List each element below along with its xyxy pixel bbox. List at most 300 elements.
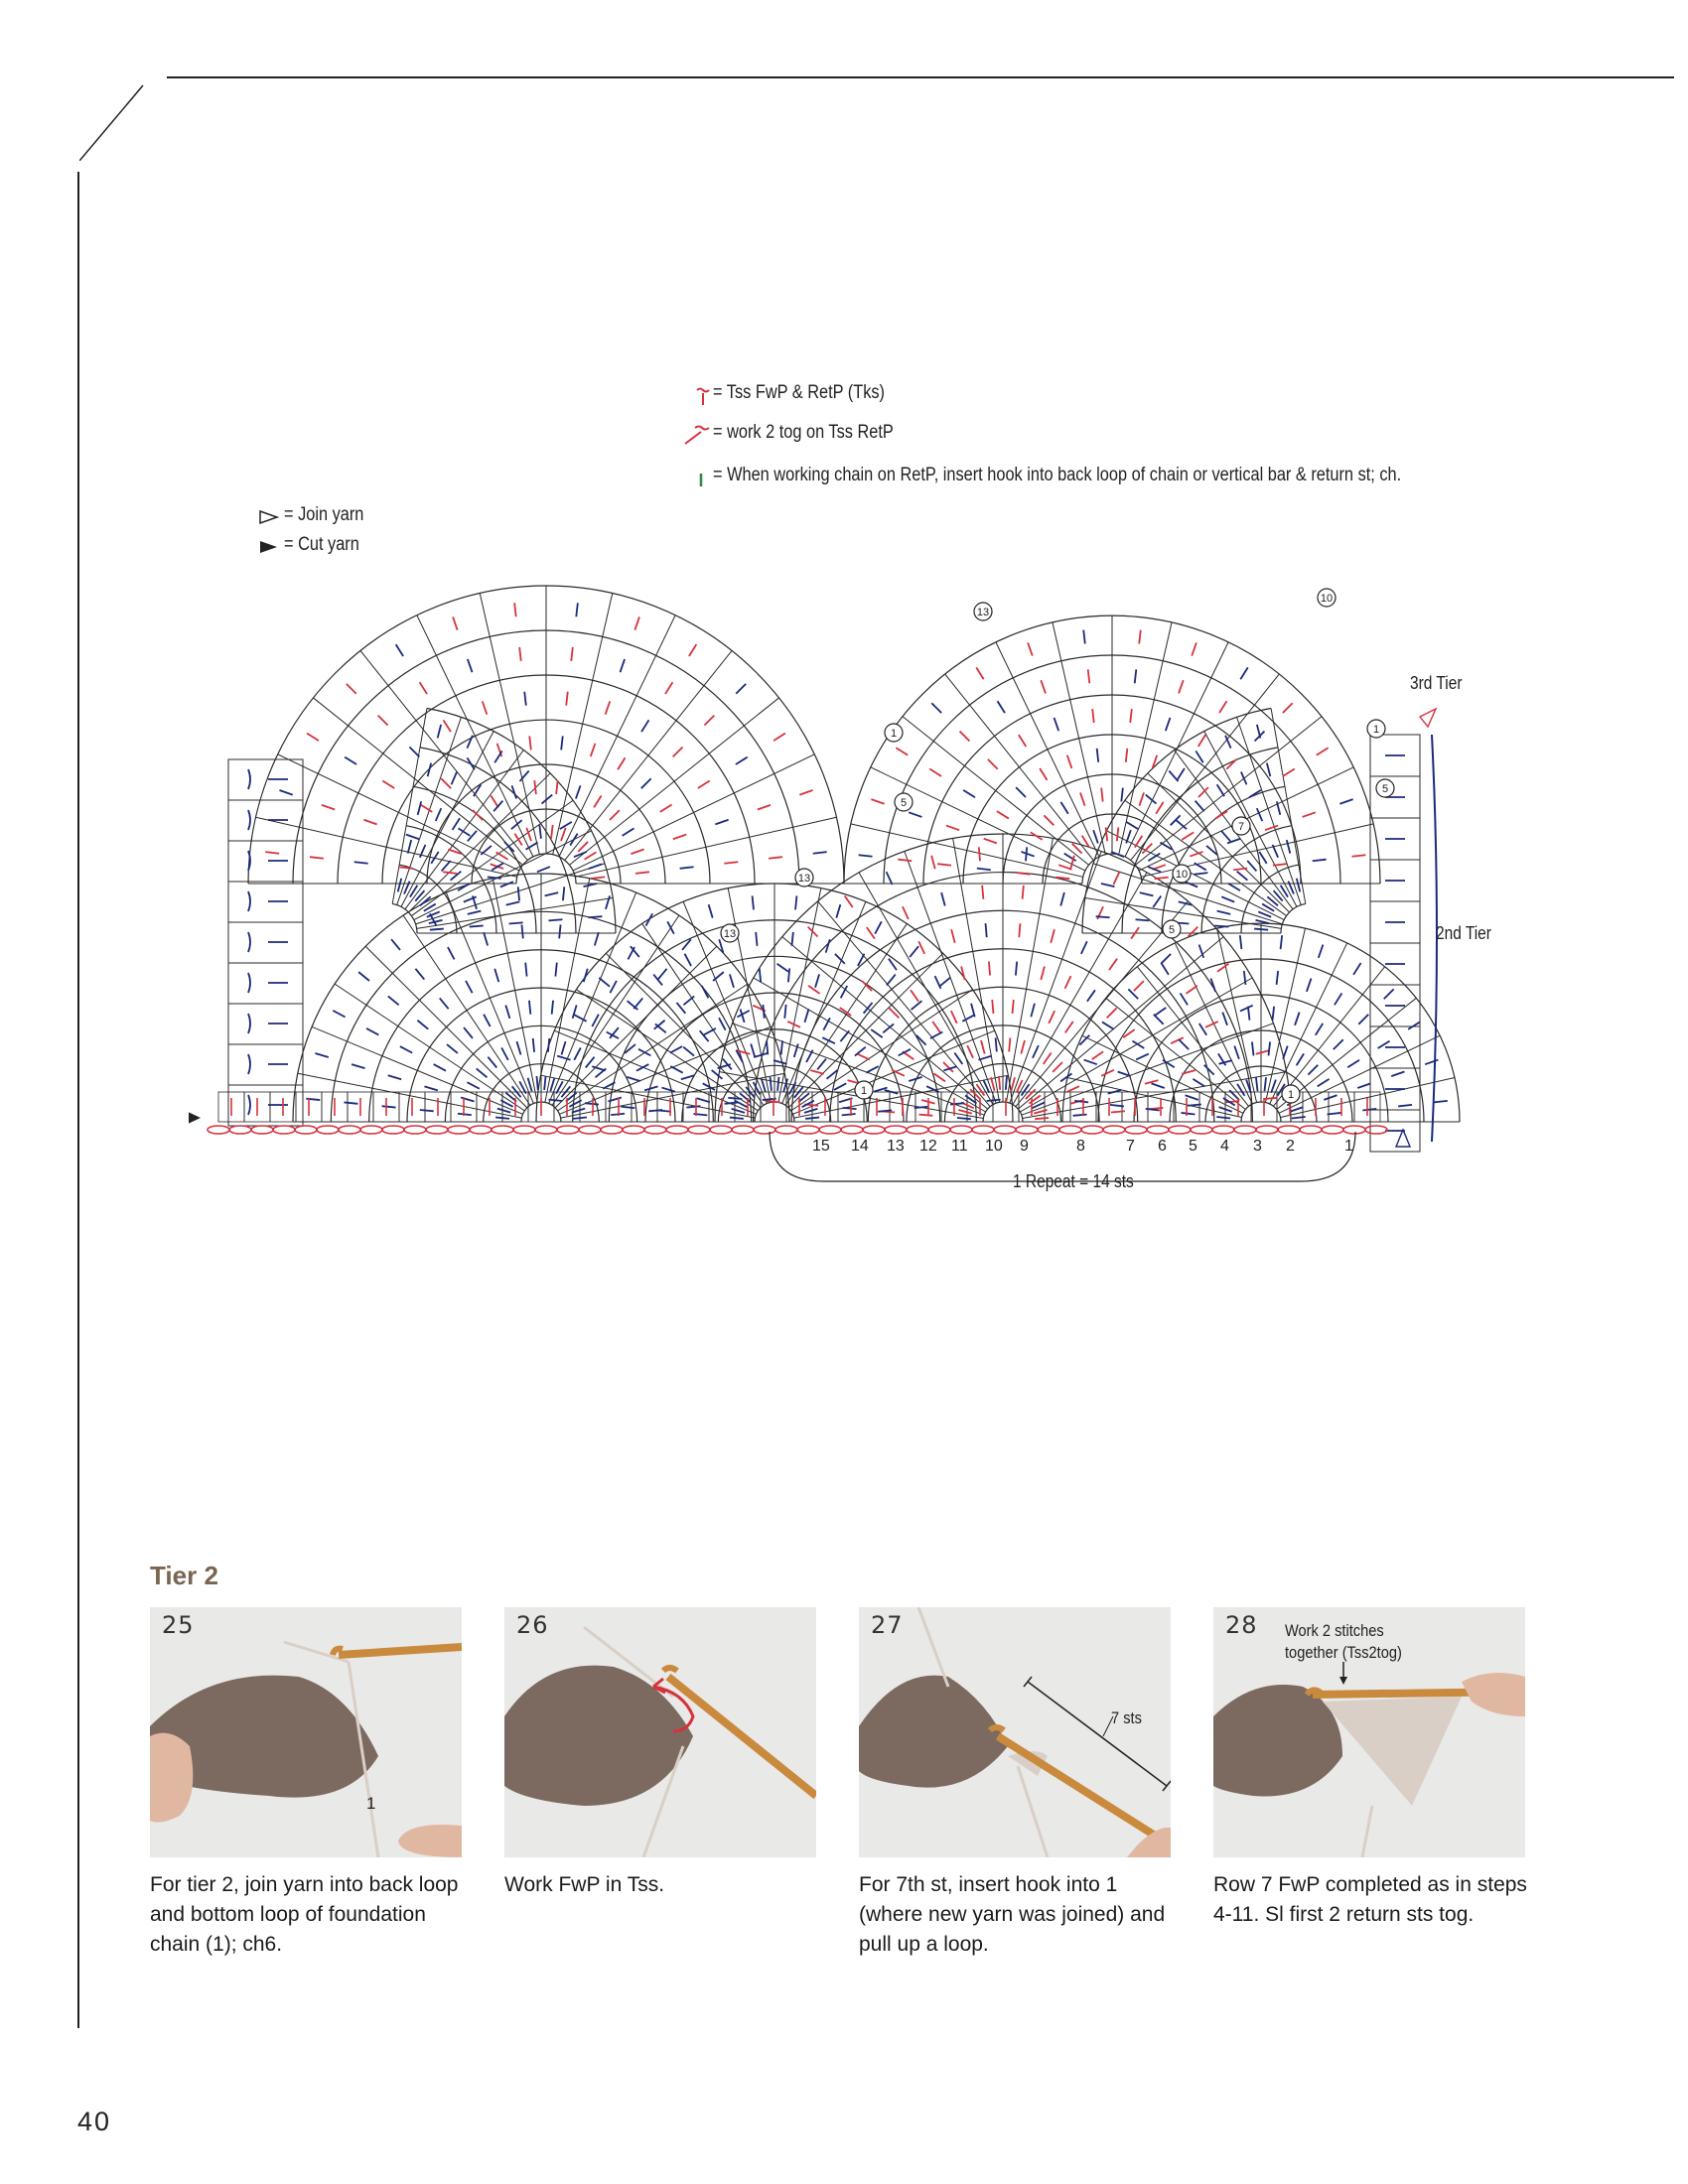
stitch-symbol — [903, 906, 909, 919]
stitch-symbol — [555, 963, 556, 977]
stitch-symbol — [889, 1008, 899, 1018]
fan-spoke — [575, 817, 836, 877]
stitch-symbol — [644, 1086, 657, 1090]
row-marker-label: 5 — [900, 797, 908, 809]
stitch-symbol — [556, 780, 558, 794]
stitch-symbol — [1058, 865, 1071, 870]
fan-spoke — [573, 754, 814, 871]
stitch-symbol — [420, 682, 427, 694]
stitch-symbol — [822, 1037, 835, 1043]
stitch-symbol — [725, 1102, 739, 1103]
chain-stitch — [1322, 1126, 1343, 1134]
photo-26-illustration — [504, 1607, 816, 1857]
stitch-symbol — [1218, 1060, 1232, 1064]
stitch-symbol — [834, 1083, 846, 1090]
chain-stitch — [928, 1126, 950, 1134]
chart-grid — [218, 586, 1463, 1152]
row-marker-label: 13 — [976, 607, 990, 618]
stitch-symbol — [798, 1093, 809, 1102]
chain-stitch — [360, 1126, 382, 1134]
stitch-symbol — [1029, 1095, 1040, 1103]
stitch-symbol — [910, 946, 918, 957]
stitch-symbol — [344, 1102, 357, 1103]
stitch-symbol — [887, 872, 893, 885]
stitch-symbol — [248, 769, 250, 789]
row-marker-label: 10 — [1320, 593, 1334, 605]
edge-cell — [228, 1004, 303, 1044]
stitch-symbol — [866, 1066, 878, 1073]
stitch-symbol — [1297, 1053, 1304, 1065]
stitch-symbol — [1398, 1105, 1412, 1107]
stitch-symbol — [1335, 993, 1341, 1005]
step-number-27: 27 — [871, 1611, 904, 1639]
stitch-symbol — [1277, 971, 1279, 985]
stitch-symbol — [347, 684, 356, 694]
stitch-symbol — [585, 852, 597, 859]
row-marker-label: 1 — [1372, 724, 1380, 736]
stitch-symbol — [536, 1076, 537, 1090]
stitch-symbol — [611, 1114, 625, 1115]
stitch-symbol — [468, 659, 473, 672]
stitch-symbol — [1132, 1041, 1144, 1048]
stitch-symbol — [657, 1110, 671, 1111]
chain-stitch — [1103, 1126, 1125, 1134]
stitch-symbol — [436, 808, 442, 821]
step-caption-28: Row 7 FwP completed as in steps 4-11. Sl first 2 return sts tog. — [1213, 1873, 1527, 1926]
stitch-symbol — [533, 1038, 534, 1052]
stitch-symbol — [736, 757, 748, 764]
stitch-symbol — [461, 1097, 474, 1101]
stitch-symbol — [1248, 1007, 1250, 1021]
stitch-symbol — [382, 1106, 396, 1107]
stitch-symbol — [799, 790, 812, 795]
legend-join-label: = Join yarn — [284, 504, 364, 525]
stitch-symbol — [1101, 1070, 1114, 1076]
chain-stitch — [1016, 1126, 1038, 1134]
chain-stitch — [295, 1126, 317, 1134]
stitch-symbol — [1264, 1077, 1266, 1091]
stitch-symbol — [1155, 878, 1169, 880]
stitch-symbol — [420, 896, 431, 905]
photo-28-note-line1: Work 2 stitches — [1285, 1621, 1384, 1640]
stitch-symbol — [363, 820, 376, 825]
stitch-symbol — [978, 1056, 991, 1060]
stitch-symbol — [447, 1044, 458, 1053]
stitch-symbol — [1222, 1013, 1227, 1025]
stitch-number-label: 11 — [951, 1138, 968, 1155]
stitch-symbol — [715, 820, 728, 825]
stitch-symbol — [1179, 680, 1184, 693]
stitch-symbol — [960, 732, 970, 742]
stitch-symbol — [352, 1064, 364, 1068]
stitch-symbol — [951, 1011, 957, 1024]
step-photo-26 — [504, 1607, 816, 1857]
legend-cut-label: = Cut yarn — [284, 534, 359, 555]
chain-stitch — [710, 1126, 732, 1134]
stitch-symbol — [505, 1005, 509, 1018]
chain-stitch — [492, 1126, 513, 1134]
chain-stitch — [666, 1126, 688, 1134]
stitch-symbol — [1339, 799, 1352, 804]
stitch-symbol — [378, 716, 388, 726]
stitch-symbol — [1357, 1083, 1370, 1088]
edge-cell — [228, 922, 303, 963]
stitch-symbol — [976, 667, 983, 679]
stitch-symbol — [528, 1078, 532, 1091]
stitch-symbol — [1092, 709, 1094, 723]
stitch-symbol — [333, 1011, 345, 1018]
stitch-symbol — [448, 947, 455, 959]
stitch-symbol — [551, 825, 553, 839]
stitch-symbol — [1080, 792, 1085, 805]
stitch-symbol — [307, 734, 319, 741]
stitch-symbol — [524, 692, 526, 706]
photo-27-note: 7 sts — [1111, 1708, 1142, 1727]
left-rule — [77, 172, 79, 2028]
chain-stitch — [601, 1126, 623, 1134]
stitch-symbol — [991, 1077, 995, 1091]
stitch-symbol — [810, 1070, 824, 1074]
stitch-symbol — [1093, 830, 1098, 843]
stitch-symbol — [408, 840, 411, 854]
stitch-symbol — [804, 1009, 808, 1022]
row-marker-label: 1 — [890, 728, 898, 740]
stitch-symbol — [491, 796, 497, 808]
stitch-symbol — [933, 1073, 944, 1081]
stitch-symbol — [976, 1084, 984, 1095]
stitch-symbol — [1269, 1042, 1271, 1056]
stitch-symbol — [1303, 812, 1316, 817]
stitch-symbol — [409, 747, 419, 756]
stitch-symbol — [1199, 1024, 1206, 1035]
stitch-symbol — [549, 919, 563, 920]
stitch-symbol — [477, 1068, 488, 1077]
chain-stitch — [885, 1126, 907, 1134]
stitch-symbol — [1273, 1007, 1275, 1021]
stitch-symbol — [1181, 993, 1188, 1005]
step-number-26: 26 — [516, 1611, 549, 1639]
stitch-number-label: 4 — [1220, 1138, 1229, 1155]
stitch-symbol — [1023, 886, 1024, 899]
stitch-symbol — [1092, 1051, 1103, 1059]
stitch-symbol — [366, 1028, 378, 1035]
stitch-symbol — [1267, 896, 1278, 905]
stitch-number-label: 14 — [851, 1138, 869, 1155]
step-photo-28 — [1213, 1607, 1525, 1857]
chain-stitch — [863, 1126, 885, 1134]
stitch-symbol — [441, 778, 451, 788]
stitch-symbol — [1182, 1113, 1196, 1115]
stitch-symbol — [544, 1076, 545, 1090]
stitch-symbol — [859, 855, 873, 857]
stitch-symbol — [415, 969, 424, 980]
photo-28-note-line2: together (Tss2tog) — [1285, 1643, 1402, 1662]
stitch-symbol — [957, 1118, 971, 1119]
stitch-symbol — [506, 901, 520, 904]
chain-stitch — [557, 1126, 579, 1134]
chain-stitch — [251, 1126, 273, 1134]
stitch-symbol — [607, 1031, 619, 1038]
stitch-symbol — [1016, 787, 1026, 797]
edge-cell — [228, 963, 303, 1004]
chain-stitch — [317, 1126, 339, 1134]
stitch-symbol — [1028, 642, 1033, 655]
fan-spoke — [1006, 838, 1053, 1102]
stitch-symbol — [808, 986, 819, 994]
stitch-symbol — [467, 757, 474, 769]
stitch-symbol — [1171, 815, 1181, 825]
stitch-symbol — [911, 990, 918, 1001]
stitch-symbol — [998, 701, 1005, 713]
stitch-symbol — [813, 852, 827, 854]
chain-stitch — [754, 1126, 775, 1134]
row-marker-label: 10 — [1175, 869, 1189, 881]
stitch-symbol — [680, 867, 694, 869]
stitch-symbol — [1186, 986, 1196, 994]
stitch-symbol — [1101, 788, 1103, 802]
chain-stitch — [972, 1126, 994, 1134]
stitch-symbol — [1219, 701, 1226, 713]
fan-spoke — [408, 773, 550, 912]
chain-stitch — [797, 1126, 819, 1134]
stitch-symbol — [1188, 1105, 1201, 1106]
stitch-symbol — [634, 616, 639, 629]
chain-stitch — [339, 1126, 360, 1134]
stitch-symbol — [1034, 1110, 1048, 1114]
stitch-symbol — [1060, 802, 1067, 814]
stitch-symbol — [1049, 1011, 1055, 1024]
stitch-symbol — [1307, 979, 1312, 992]
stitch-symbol — [591, 877, 605, 879]
stitch-symbol — [996, 1037, 997, 1051]
stitch-symbol — [989, 962, 990, 976]
stitch-symbol — [1117, 827, 1119, 841]
stitch-symbol — [458, 1114, 472, 1115]
stitch-symbol — [756, 932, 757, 946]
stitch-symbol — [1273, 864, 1287, 866]
stitch-symbol — [774, 1060, 787, 1064]
stitch-symbol — [537, 867, 550, 872]
fan-spoke — [559, 615, 675, 857]
stitch-symbol — [484, 932, 488, 945]
stitch-symbol — [500, 882, 513, 887]
stitch-symbol — [1290, 1107, 1303, 1112]
stitch-symbol — [918, 941, 924, 954]
row-marker-label: 5 — [1168, 924, 1176, 936]
row-marker-label: 5 — [1381, 783, 1389, 795]
stitch-symbol — [495, 1117, 509, 1118]
legend-tog-label: = work 2 tog on Tss RetP — [713, 422, 894, 443]
stitch-symbol — [836, 904, 840, 917]
stitch-symbol — [1216, 1117, 1230, 1119]
stitch-symbol — [1067, 755, 1072, 768]
stitch-symbol — [468, 911, 482, 914]
stitch-symbol — [769, 857, 782, 859]
chain-stitch — [732, 1126, 754, 1134]
stitch-symbol — [1006, 1076, 1007, 1090]
chain-stitch — [273, 1126, 295, 1134]
stitch-number-label: 6 — [1158, 1138, 1167, 1155]
stitch-symbol — [576, 785, 581, 798]
stitch-number-label: 15 — [812, 1138, 830, 1155]
stitch-symbol — [494, 969, 498, 982]
stitch-symbol — [781, 1040, 782, 1054]
stitch-symbol — [857, 1054, 870, 1060]
chain-stitch — [426, 1126, 448, 1134]
stitch-symbol — [777, 964, 788, 972]
stitch-symbol — [516, 1041, 520, 1054]
stitch-symbol — [398, 879, 401, 892]
stitch-symbol — [442, 861, 451, 872]
stitch-symbol — [529, 1001, 530, 1015]
stitch-symbol — [396, 644, 403, 656]
stitch-symbol — [689, 644, 696, 656]
stitch-symbol — [573, 1117, 587, 1118]
stitch-symbol — [1240, 1006, 1253, 1012]
stitch-symbol — [631, 849, 643, 854]
stitch-symbol — [683, 1047, 694, 1056]
stitch-symbol — [1126, 822, 1138, 829]
edge-cell — [228, 800, 303, 841]
fan-spoke — [1023, 1072, 1287, 1119]
stitch-symbol — [1026, 1089, 1036, 1099]
stitch-symbol — [1308, 1065, 1318, 1075]
chain-stitch — [907, 1126, 928, 1134]
stitch-symbol — [1041, 680, 1046, 693]
stitch-symbol — [930, 1031, 942, 1038]
photo-27-illustration — [859, 1607, 1171, 1857]
stitch-symbol — [438, 725, 441, 739]
stitch-symbol — [1254, 929, 1268, 930]
stitch-symbol — [559, 924, 560, 938]
stitch-symbol — [842, 1114, 856, 1115]
stitch-symbol — [1154, 1015, 1164, 1024]
stitch-symbol — [1283, 703, 1293, 713]
stitch-symbol — [760, 968, 761, 982]
stitch-symbol — [599, 978, 610, 987]
chain-stitch — [1125, 1126, 1147, 1134]
stitch-symbol — [1156, 802, 1163, 814]
repeat-label: 1 Repeat = 14 sts — [1013, 1171, 1134, 1191]
stitch-symbol — [265, 852, 279, 854]
stitch-number-label: 8 — [1076, 1138, 1085, 1155]
stitch-symbol — [763, 1005, 764, 1019]
stitch-symbol — [588, 916, 602, 917]
chain-stitch — [819, 1126, 841, 1134]
stitch-symbol — [984, 839, 997, 844]
stitch-symbol — [845, 896, 853, 907]
stitch-symbol — [1221, 831, 1230, 842]
stitch-symbol — [534, 780, 536, 794]
stitch-symbol — [1128, 989, 1138, 999]
stitch-symbol — [736, 684, 746, 694]
stitch-symbol — [415, 890, 424, 901]
stitch-symbol — [916, 1035, 926, 1045]
stitch-symbol — [1225, 736, 1231, 749]
chain-stitch — [775, 1126, 797, 1134]
chain-stitch — [1365, 1126, 1387, 1134]
stitch-symbol — [571, 647, 573, 661]
stitch-symbol — [464, 1027, 473, 1038]
stitch-symbol — [570, 834, 577, 846]
chain-stitch — [688, 1126, 710, 1134]
stitch-symbol — [1358, 1015, 1368, 1024]
stitch-symbol — [578, 842, 588, 852]
stitch-number-label: 10 — [985, 1138, 1003, 1155]
stitch-symbol — [1081, 941, 1087, 954]
stitch-symbol — [1259, 852, 1266, 864]
stitch-symbol — [946, 826, 959, 831]
stitch-symbol — [248, 1054, 250, 1074]
stitch-number-label: 3 — [1253, 1138, 1262, 1155]
stitch-symbol — [248, 1095, 250, 1115]
stitch-symbol — [1055, 718, 1059, 731]
step-caption-26: Work FwP in Tss. — [504, 1873, 665, 1896]
stitch-symbol — [548, 1100, 562, 1101]
stitch-symbol — [1087, 990, 1095, 1001]
stitch-symbol — [610, 810, 620, 820]
stitch-symbol — [1182, 832, 1194, 839]
stitch-symbol — [1073, 1115, 1087, 1116]
stitch-symbol — [997, 811, 1009, 818]
stitch-symbol — [1324, 1095, 1336, 1100]
stitch-symbol — [1009, 1037, 1010, 1051]
stitch-symbol — [358, 972, 369, 981]
chain-stitch — [1234, 1126, 1256, 1134]
stitch-symbol — [791, 932, 792, 946]
stitch-symbol — [248, 891, 250, 911]
stitch-symbol — [646, 913, 653, 925]
chain-stitch — [1169, 1126, 1191, 1134]
fan-spoke — [417, 615, 533, 857]
chain-stitch — [404, 1126, 426, 1134]
stitch-symbol — [967, 1045, 973, 1058]
stitch-symbol — [1193, 1079, 1204, 1086]
stitch-symbol — [623, 828, 634, 835]
step-photo-25 — [150, 1607, 462, 1857]
stitch-symbol — [514, 834, 521, 846]
stitch-symbol — [1283, 769, 1295, 776]
stitch-symbol — [444, 720, 451, 732]
stitch-symbol — [641, 778, 651, 788]
chain-stitch — [1191, 1126, 1212, 1134]
fan-spoke — [1125, 642, 1228, 857]
stitch-symbol — [867, 927, 875, 938]
chain-stitch — [1081, 1126, 1103, 1134]
stitch-symbol — [712, 1070, 723, 1079]
stitch-symbol — [702, 986, 709, 998]
stitch-symbol — [784, 1005, 785, 1019]
stitch-symbol — [322, 805, 335, 810]
stitch-symbol — [931, 703, 941, 713]
stitch-symbol — [896, 748, 908, 754]
stitch-symbol — [1317, 748, 1329, 754]
stitch-symbol — [1033, 1045, 1039, 1058]
stitch-symbol — [1060, 892, 1064, 906]
stitch-symbol — [563, 887, 564, 900]
stitch-symbol — [1217, 784, 1224, 796]
stitch-symbol — [1166, 718, 1171, 731]
stitch-symbol — [1161, 954, 1171, 964]
stitch-symbol — [795, 895, 796, 909]
stitch-symbol — [871, 799, 884, 804]
stitch-symbol — [1134, 981, 1144, 991]
stitch-symbol — [1192, 642, 1196, 655]
stitch-symbol — [929, 769, 941, 776]
row-marker-label: 13 — [723, 928, 737, 940]
stitch-symbol — [1123, 1029, 1134, 1037]
stitch-symbol — [751, 1044, 755, 1057]
